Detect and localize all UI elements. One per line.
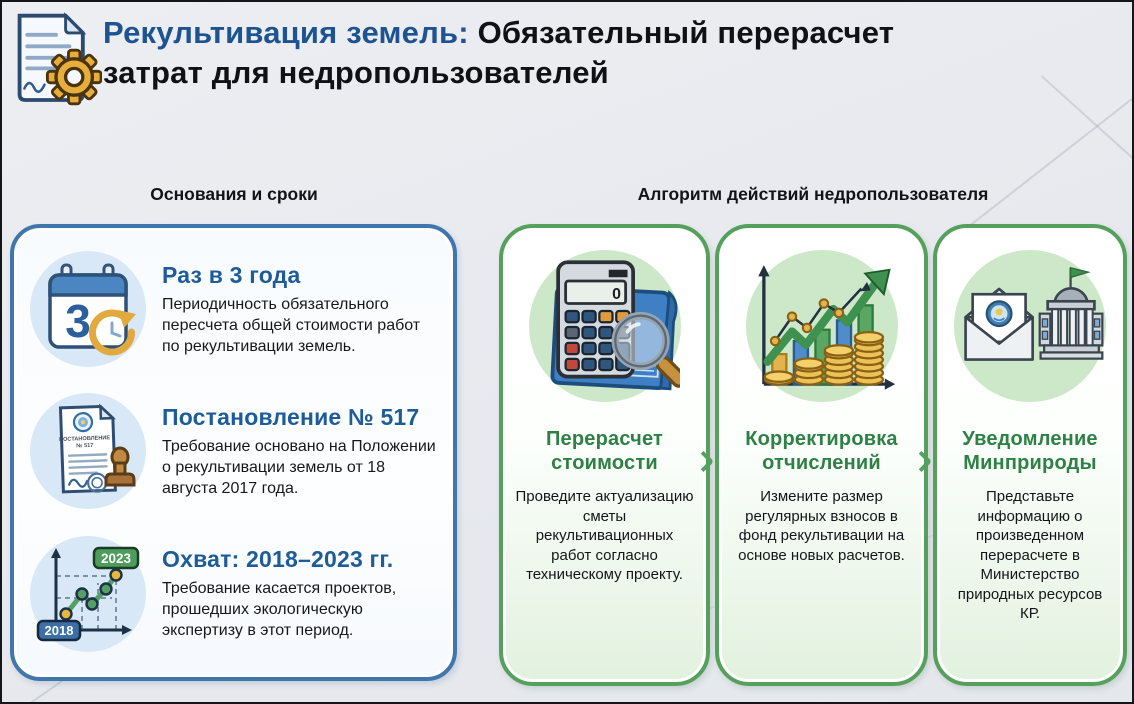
- envelope-ministry-building-icon: [954, 250, 1106, 402]
- calculator-display: 0: [611, 285, 621, 303]
- item-description: Периодичность обязательного пересчета общей стоимости работ по рекультивации земель.: [162, 295, 421, 355]
- background-decor-line: [1041, 75, 1134, 230]
- calculator-blueprint-magnifier-icon: [529, 250, 681, 402]
- step-description: Измените размер регулярных взносов в фонд рекультивации на основе новых расчетов.: [738, 488, 905, 564]
- item-title: Постановление № 517: [162, 403, 420, 430]
- list-item-frequency: [30, 238, 439, 380]
- list-item-decree: [30, 380, 439, 522]
- step-title: Корректировка отчислений: [745, 428, 898, 474]
- calendar-3-refresh-icon: [30, 251, 146, 367]
- document-gear-icon: [10, 8, 102, 108]
- page-title-line2: затрат для недропользователей: [103, 55, 609, 90]
- item-title: Раз в 3 года: [162, 261, 301, 288]
- timeline-growth-chart-icon: [30, 536, 146, 652]
- calendar-number: 3: [65, 295, 91, 348]
- item-description: Требование основано на Положении о рекультивации земель от 18 августа 2017 года.: [162, 437, 436, 498]
- list-item-coverage: [30, 523, 439, 665]
- right-section-heading: Алгоритм действий недропользователя: [637, 184, 989, 204]
- list-item-text-block: [162, 404, 439, 499]
- step-description: Представьте информацию о произведенном перерасчете в Министерство природных ресурсов КР.: [957, 488, 1103, 623]
- badge-2018: 2018: [44, 622, 74, 638]
- page-title-highlight: Рекультивация земель:: [103, 15, 469, 50]
- item-description: Требование касается проектов, прошедших экологическую экспертизу в этот период.: [162, 580, 397, 640]
- list-item-text-block: [162, 546, 439, 641]
- step-title: Перерасчет стоимости: [545, 428, 664, 474]
- item-title: Охват: 2018–2023 гг.: [162, 546, 394, 573]
- step-card-adjustment: [715, 224, 928, 686]
- step-card-recalculation: [499, 224, 710, 686]
- step-card-notification: [933, 224, 1127, 686]
- decree-doc-label-1: ПОСТАНОВЛЕНИЕ: [58, 435, 111, 444]
- decree-doc-label-2: № 517: [76, 443, 94, 450]
- step-title: Уведомление Минприроды: [962, 428, 1098, 474]
- step-description: Проведите актуализацию сметы рекультивационных работ согласно техническому проекту.: [515, 488, 694, 584]
- badge-2023: 2023: [100, 550, 132, 566]
- page-title-rest: Обязательный перерасчет: [477, 15, 895, 50]
- list-item-text-block: [162, 262, 439, 357]
- page-title: [103, 13, 1113, 93]
- grounds-and-terms-card: [10, 224, 457, 681]
- decree-document-stamp-icon: [30, 393, 146, 509]
- left-section-heading: Основания и сроки: [150, 184, 318, 204]
- growth-arrow-coins-chart-icon: [746, 250, 898, 402]
